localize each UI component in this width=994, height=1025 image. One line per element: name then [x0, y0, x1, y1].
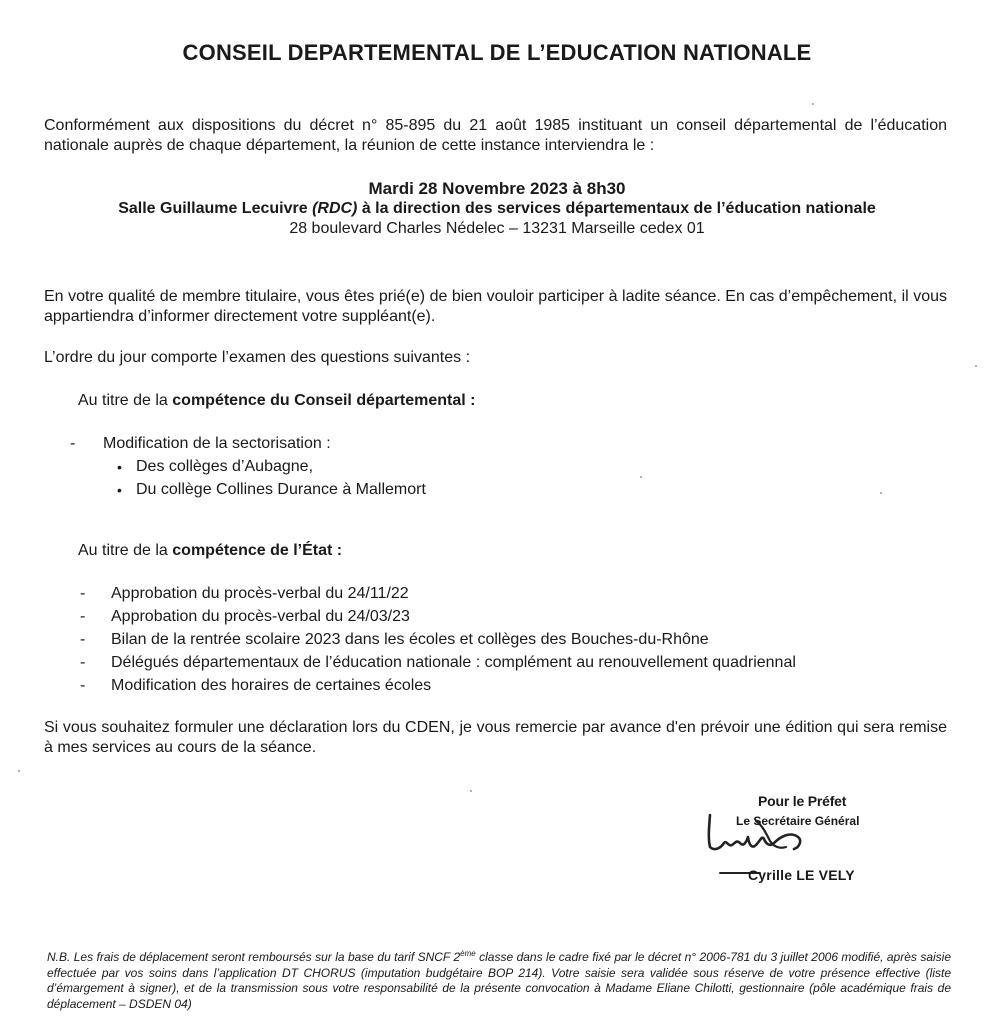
bullet-item-mallemort: Du collège Collines Durance à Mallemort [136, 481, 426, 498]
dash-marker: - [70, 435, 76, 452]
agenda-intro: L’ordre du jour comporte l’examen des questions suivantes : [44, 349, 471, 366]
scan-speck [880, 492, 882, 494]
room-name: Salle Guillaume Lecuivre [118, 200, 313, 217]
bullet-item-aubagne: Des collèges d’Aubagne, [136, 458, 314, 475]
section-state-heading [78, 541, 342, 561]
meeting-room [0, 199, 994, 219]
scan-speck [18, 770, 20, 772]
signature-line-prefet: Pour le Préfet [758, 793, 847, 809]
intro-paragraph: Conformément aux dispositions du décret n° 85-895 du 21 août 1985 instituant un conseil départemental de l’éducation nationale auprès de chaque département, la réunion de cette instance interviendra le : [44, 117, 947, 154]
agenda-item-delegues: Délégués départementaux de l’éducation nationale : complément au renouvellement quadriennal [111, 654, 796, 671]
section-council-prefix: Au titre de la [78, 392, 173, 409]
footnote-part1: N.B. Les frais de déplacement seront remboursés sur la base du tarif SNCF 2 [47, 950, 461, 964]
meeting-address: 28 boulevard Charles Nédelec – 13231 Marseille cedex 01 [289, 220, 705, 237]
dash-marker: - [80, 585, 86, 602]
declaration-paragraph: Si vous souhaitez formuler une déclaration lors du CDEN, je vous remercie par avance d'en prévoir une édition qui sera remise à mes services au cours de la séance. [44, 719, 947, 756]
agenda-item-pv-2022: Approbation du procès-verbal du 24/11/22 [111, 585, 409, 602]
invitation-paragraph: En votre qualité de membre titulaire, vous êtes prié(e) de bien vouloir participer à ladite séance. En cas d’empêchement, il vous appartiendra d’informer directement votre suppléant(e). [44, 288, 947, 325]
room-location: à la direction des services départementaux de l’éducation nationale [357, 200, 876, 217]
section-council-heading [78, 391, 475, 411]
room-level: (RDC) [312, 200, 358, 217]
scan-speck [975, 365, 977, 367]
bullet-marker: • [117, 459, 122, 475]
scan-speck [640, 476, 642, 478]
bullet-marker: • [117, 482, 122, 498]
dash-marker: - [80, 631, 86, 648]
scan-speck [812, 103, 814, 105]
meeting-details [0, 178, 994, 239]
dash-marker: - [80, 654, 86, 671]
agenda-item-pv-2023: Approbation du procès-verbal du 24/03/23 [111, 608, 410, 625]
agenda-item-rentree: Bilan de la rentrée scolaire 2023 dans les écoles et collèges des Bouches-du-Rhône [111, 631, 709, 648]
footnote-sup: ème [460, 949, 476, 958]
section-state-title: compétence de l’État : [172, 542, 343, 559]
signature-line-secretaire: Le Secrétaire Général [736, 814, 860, 828]
document-title: CONSEIL DEPARTEMENTAL DE L’EDUCATION NATIONALE [182, 40, 812, 65]
signatory-name: Cyrille LE VELY [748, 867, 855, 883]
footnote [47, 946, 951, 1012]
agenda-item-horaires: Modification des horaires de certaines écoles [111, 677, 432, 694]
meeting-date: Mardi 28 Novembre 2023 à 8h30 [368, 179, 626, 198]
footnote-part2: classe dans le cadre fixé par le décret n° 2006-781 du 3 juillet 2006 modifié, après saisie effectuée par vos soins dans l’application DT CHORUS (imputation budgétaire BOP 214). Votre saisie sera validée sous réserve de votre présence effective (liste d’émargement à signer), et de la transmission sous votre responsabilité de la présente convocation à Madame Eliane Chilotti, gestionnaire (pôle académique frais de déplacement – DSDEN 04) [47, 950, 951, 1011]
dash-marker: - [80, 608, 86, 625]
agenda-item-sectorisation: Modification de la sectorisation : [103, 435, 331, 452]
scan-speck [470, 790, 472, 792]
signature-block [700, 793, 900, 893]
section-state-prefix: Au titre de la [78, 542, 173, 559]
dash-marker: - [80, 677, 86, 694]
section-council-title: compétence du Conseil départemental : [172, 392, 476, 409]
